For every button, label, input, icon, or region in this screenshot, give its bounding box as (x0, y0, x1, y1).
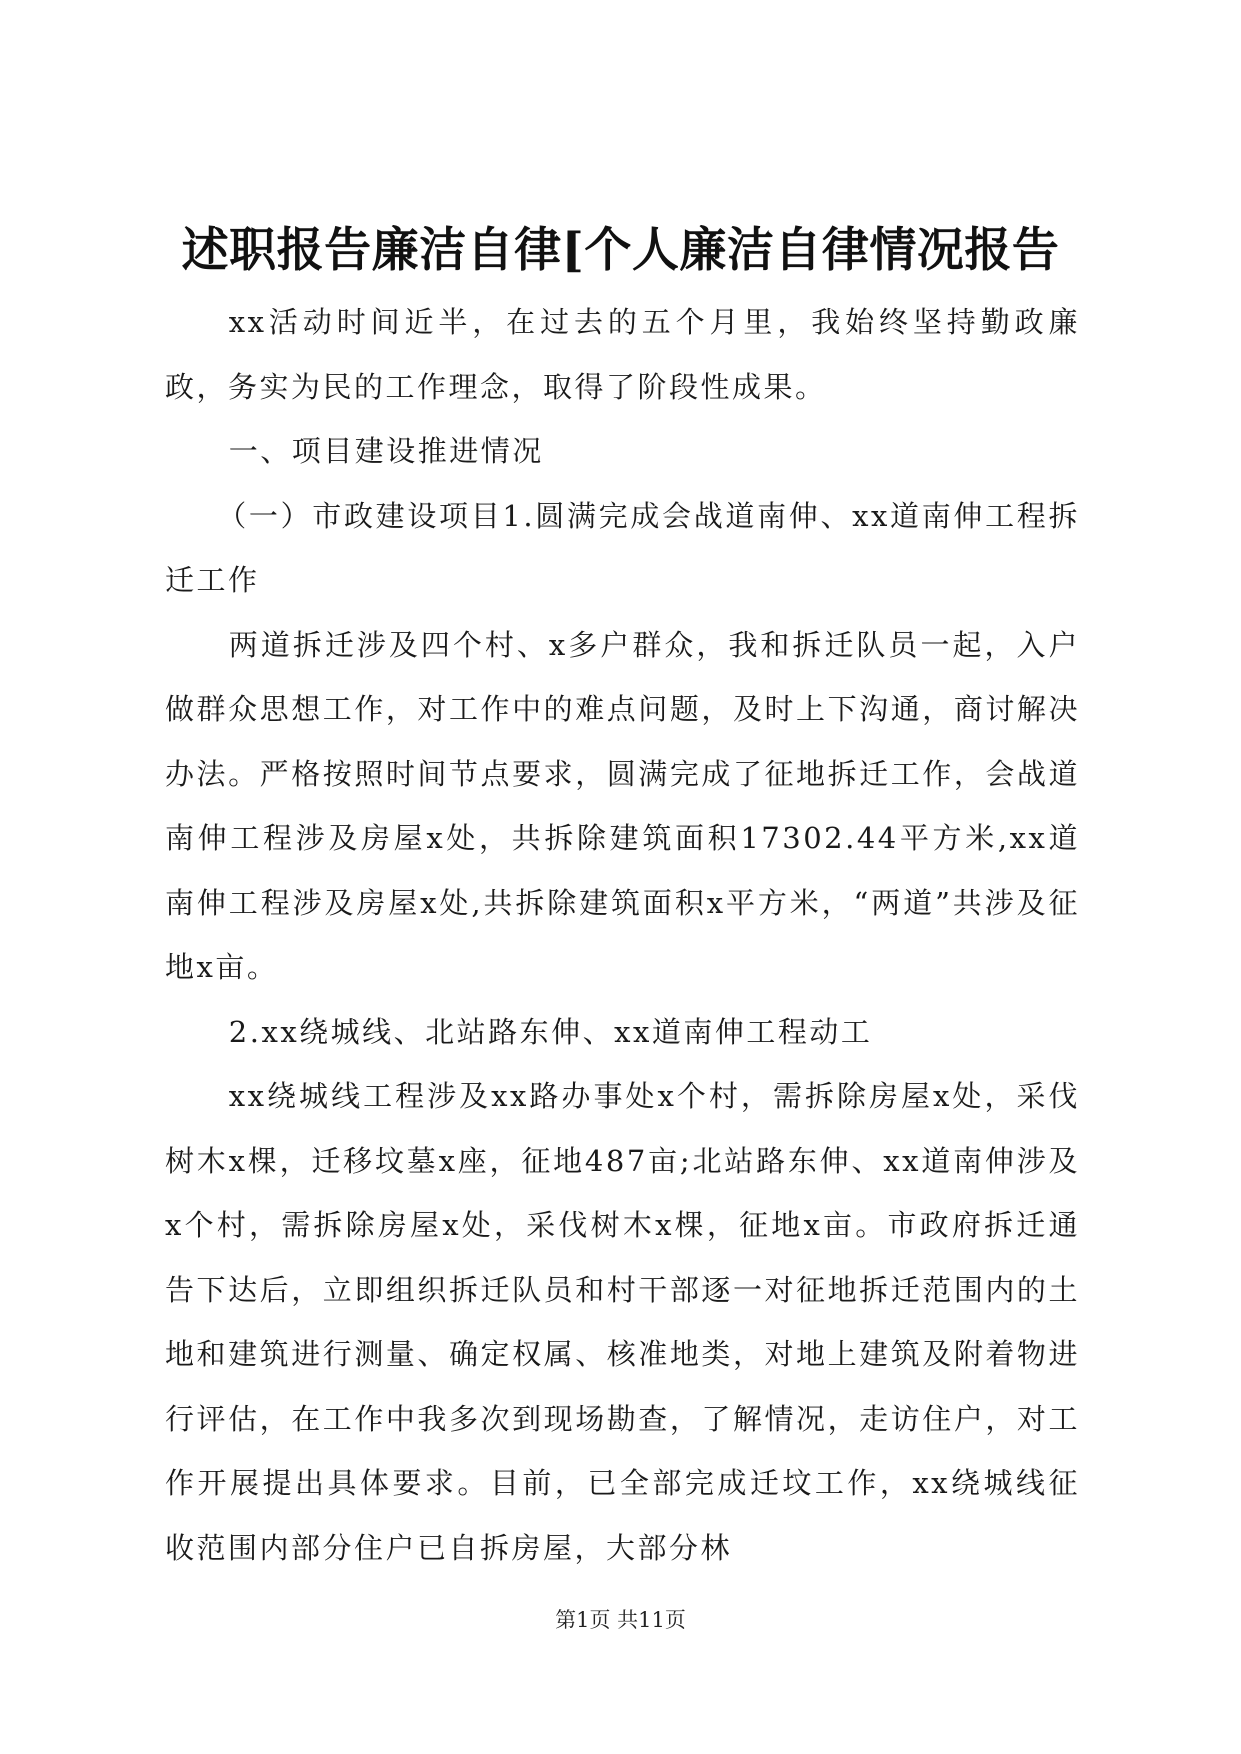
section-heading: 一、项目建设推进情况 (228, 434, 544, 468)
paragraph-demolition: 两道拆迁涉及四个村、x多户群众，我和拆迁队员一起，入户做群众思想工作，对工作中的难点问题，及时上下沟通，商讨解决办法。严格按照时间节点要求，圆满完成了征地拆迁工作，会战道南伸工程涉及房屋x处，共拆除建筑面积17302.44平方米,xx道南伸工程涉及房屋x处,共拆除建筑面积x平方米，“两道”共涉及征地x亩。 (165, 627, 1080, 984)
document-body (165, 290, 1080, 1580)
document-title: 述职报告廉洁自律[个人廉洁自律情况报告 (181, 223, 1060, 278)
item-heading: 2.xx绕城线、北站路东伸、xx道南伸工程动工 (228, 1014, 873, 1049)
paragraph-intro: xx活动时间近半，在过去的五个月里，我始终坚持勤政廉政，务实为民的工作理念，取得了阶段性成果。 (165, 305, 1080, 404)
page-number: 第1页 共11页 (555, 1608, 686, 1632)
subsection-heading: （一）市政建设项目1.圆满完成会战道南伸、xx道南伸工程拆迁工作 (165, 498, 1080, 597)
paragraph-ring-road: xx绕城线工程涉及xx路办事处x个村，需拆除房屋x处，采伐树木x棵，迁移坟墓x座，征地487亩;北站路东伸、xx道南伸涉及x个村，需拆除房屋x处，采伐树木x棵，征地x亩。市政府拆迁通告下达后，立即组织拆迁队员和村干部逐一对征地拆迁范围内的土地和建筑进行测量、确定权属、核准地类，对地上建筑及附着物进行评估，在工作中我多次到现场勘查，了解情况，走访住户，对工作开展提出具体要求。目前，已全部完成迁坟工作，xx绕城线征收范围内部分住户已自拆房屋，大部分林 (165, 1079, 1080, 1565)
